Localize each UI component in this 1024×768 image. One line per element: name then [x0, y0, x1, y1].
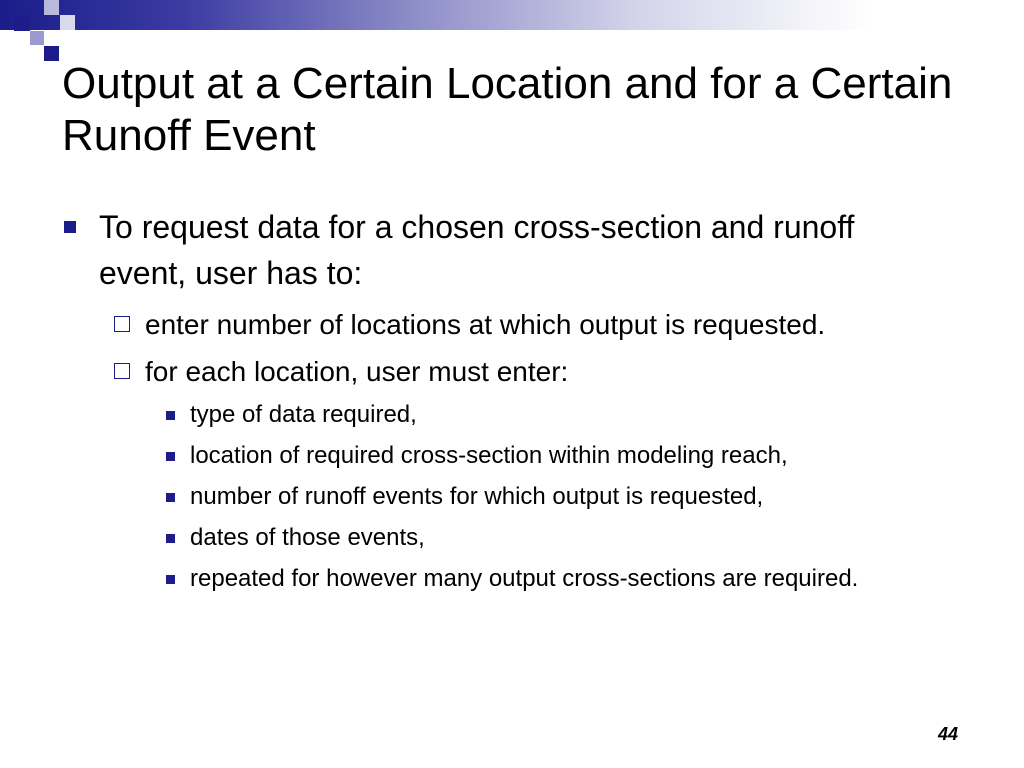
small-square-bullet-icon	[166, 534, 175, 543]
bullet-item-level2	[114, 304, 942, 345]
corner-squares-decoration	[0, 0, 80, 64]
bullet-item-level3	[160, 398, 942, 432]
bullet-text: enter number of locations at which output is requested.	[145, 309, 826, 340]
slide-title: Output at a Certain Location and for a Certain Runoff Event	[62, 59, 953, 160]
bullet-item-level2	[114, 351, 942, 392]
bullet-list	[62, 204, 942, 603]
bullet-text: dates of those events,	[190, 524, 425, 551]
bullet-text: type of data required,	[190, 401, 417, 428]
bullet-item-level3	[160, 439, 942, 473]
small-square-bullet-icon	[166, 575, 175, 584]
bullet-item-level1	[62, 204, 942, 296]
small-square-bullet-icon	[166, 411, 175, 420]
bullet-item-level3	[160, 521, 942, 555]
hollow-square-bullet-icon	[114, 316, 130, 332]
small-square-bullet-icon	[166, 452, 175, 461]
header-gradient-bar	[0, 0, 1024, 30]
bullet-item-level3	[160, 562, 942, 596]
hollow-square-bullet-icon	[114, 363, 130, 379]
bullet-text: location of required cross-section within modeling reach,	[190, 442, 788, 469]
bullet-text: number of runoff events for which output is requested,	[190, 483, 764, 510]
page-number: 44	[937, 724, 959, 744]
bullet-item-level3	[160, 480, 942, 514]
bullet-text: for each location, user must enter:	[145, 356, 569, 387]
square-bullet-icon	[64, 221, 76, 233]
bullet-text: To request data for a chosen cross-section and runoff event, user has to:	[99, 209, 855, 291]
small-square-bullet-icon	[166, 493, 175, 502]
bullet-text: repeated for however many output cross-sections are required.	[190, 565, 859, 592]
